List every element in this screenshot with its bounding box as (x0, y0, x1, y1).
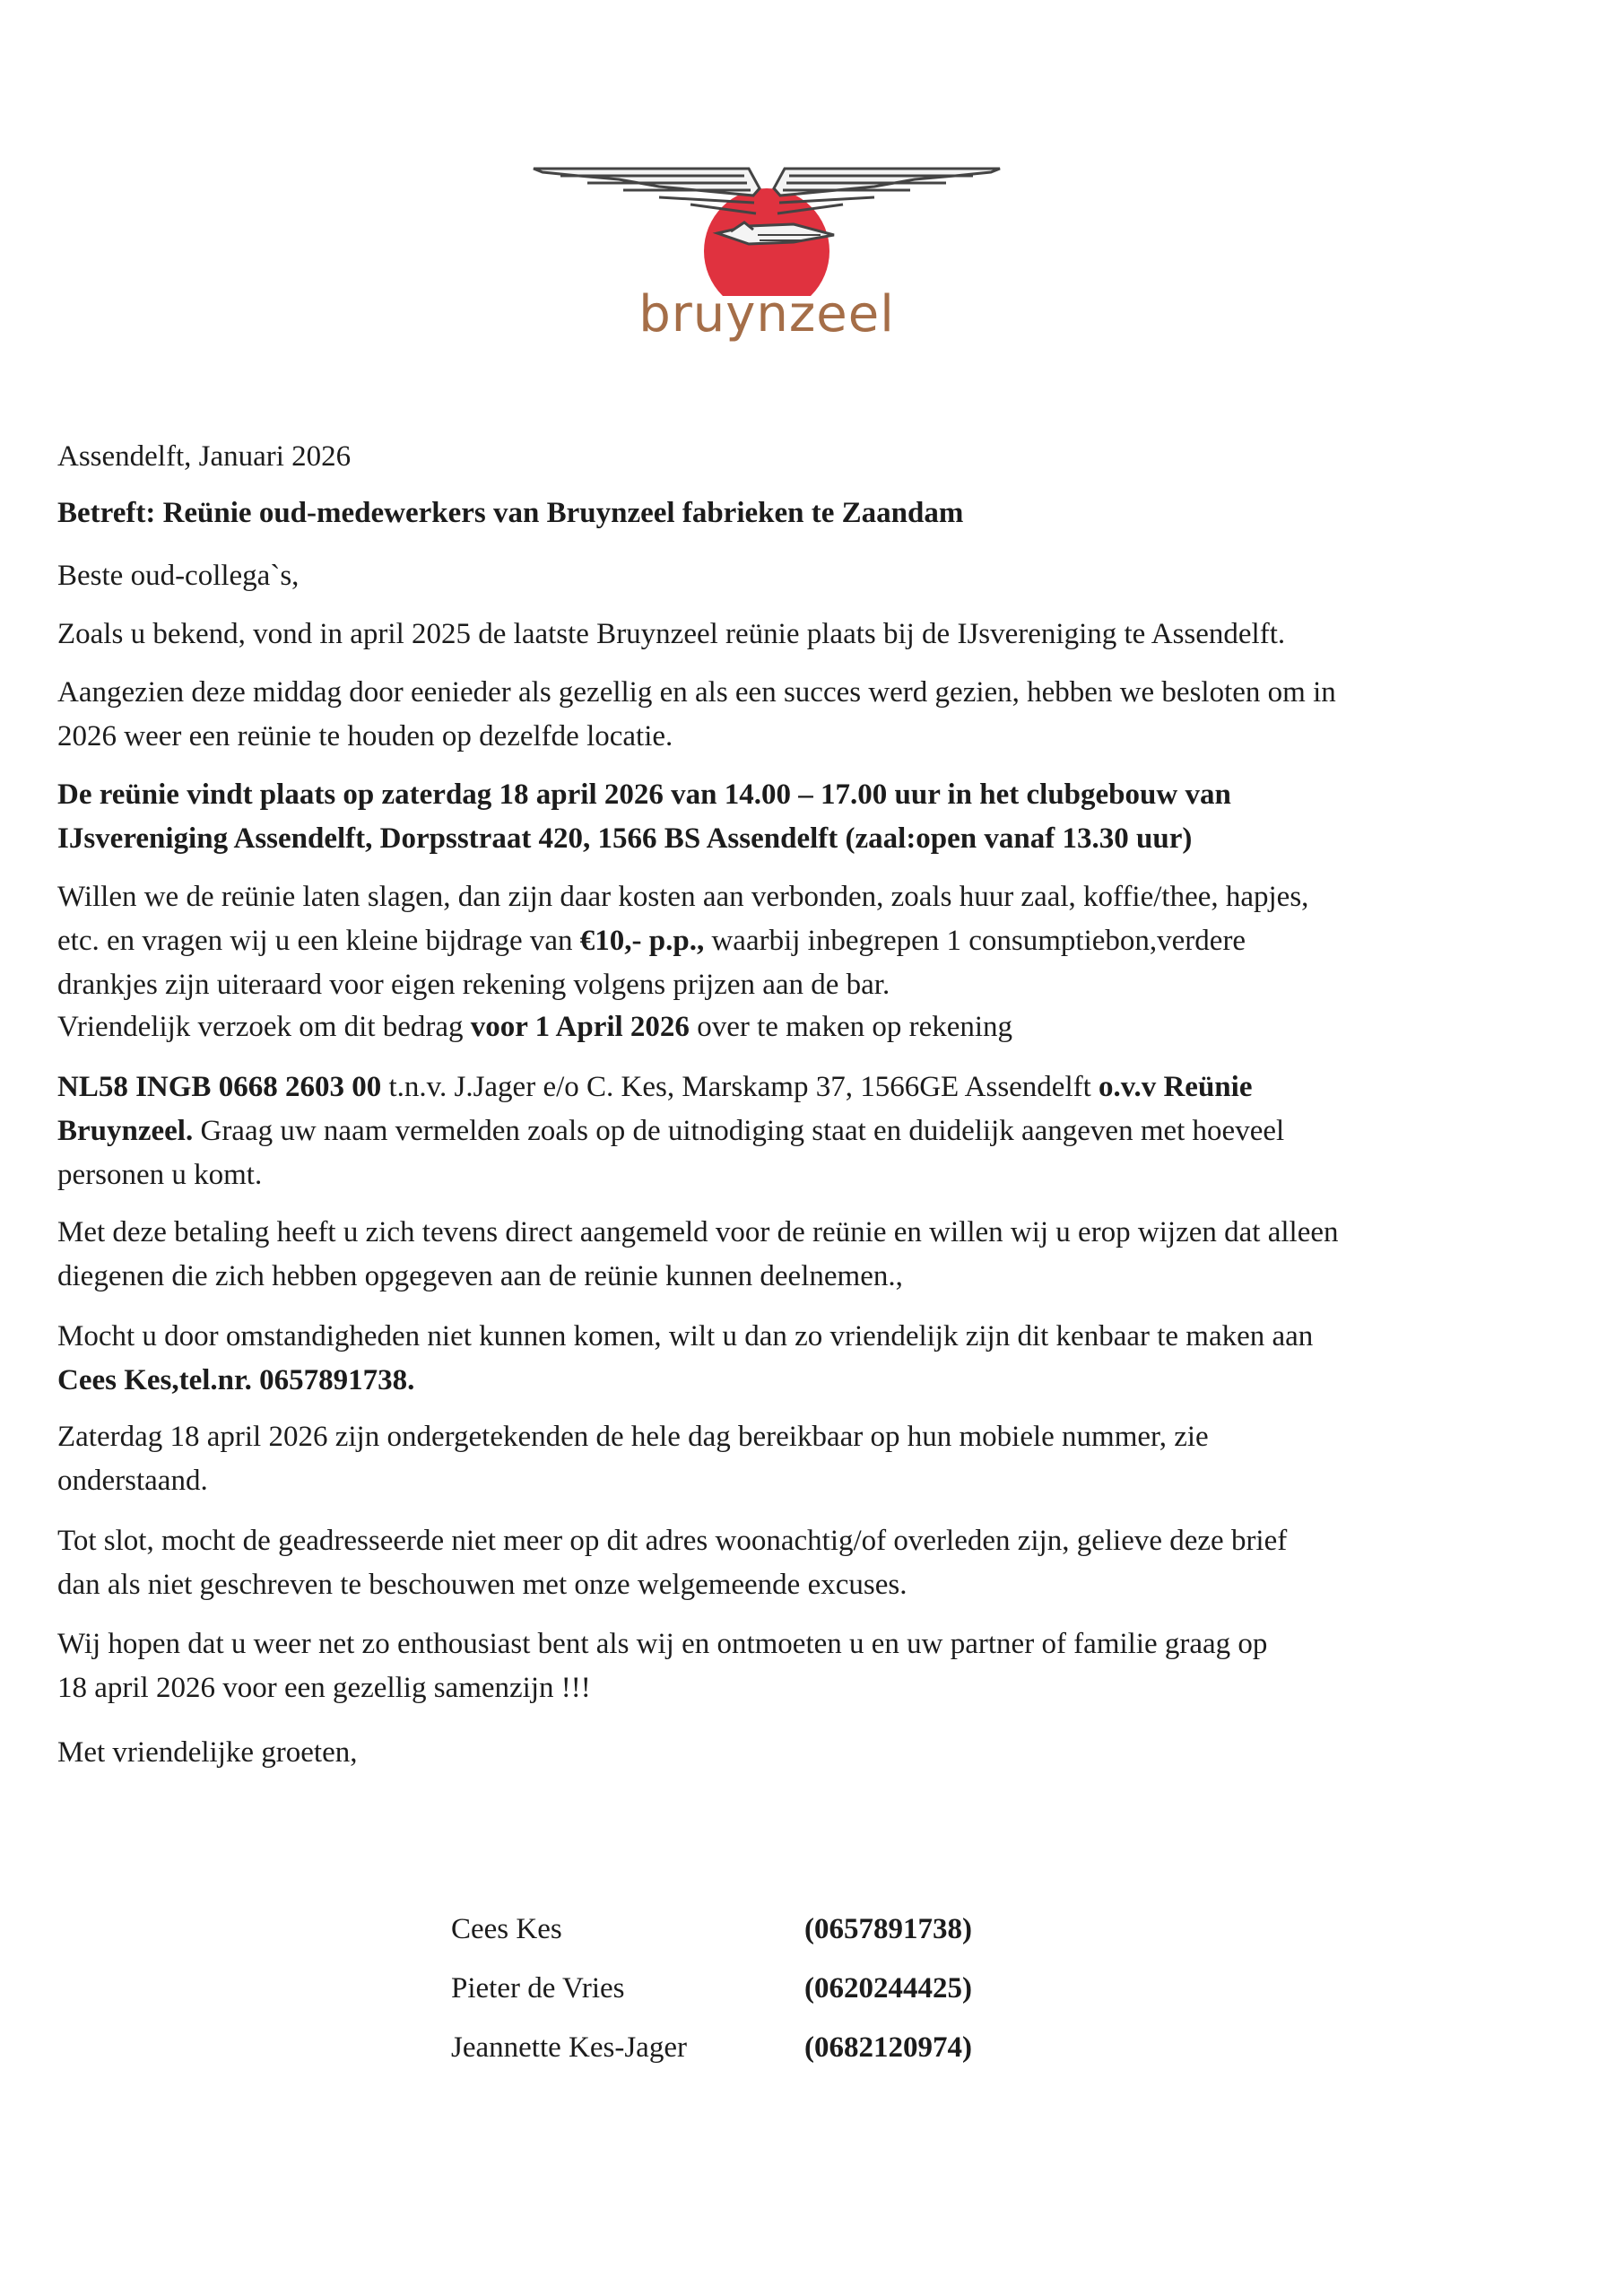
bank-line-2 (57, 1109, 1492, 1153)
account-holder: t.n.v. J.Jager e/o C. Kes, Marskamp 37, 1566GE Assendelft (381, 1071, 1099, 1103)
iban-number: NL58 INGB 0668 2603 00 (57, 1071, 382, 1103)
paragraph-registration (57, 1211, 1492, 1299)
paragraph-1: Zoals u bekend, vond in april 2025 de laatste Bruynzeel reünie plaats bij de IJsvereniging te Assendelft. (57, 618, 1286, 650)
paragraph-cancellation (57, 1315, 1492, 1403)
cancellation-line-2 (57, 1359, 1492, 1403)
signatory-name: Cees Kes (451, 1913, 562, 1945)
closing-wish-line-2: 18 april 2026 voor een gezellig samenzijn !!! (57, 1672, 591, 1704)
payment-reference-a: o.v.v Reünie (1099, 1071, 1253, 1103)
availability-line-1: Zaterdag 18 april 2026 zijn ondergetekenden de hele dag bereikbaar op hun mobiele nummer, zie (57, 1421, 1209, 1453)
event-details-line-2 (57, 817, 1492, 861)
registration-line-2: diegenen die zich hebben opgegeven aan de reünie kunnen deelnemen., (57, 1260, 903, 1292)
paragraph-availability (57, 1415, 1492, 1503)
closing: Met vriendelijke groeten, (57, 1736, 358, 1769)
signatory-name: Jeannette Kes-Jager (451, 2031, 687, 2064)
registration-line-1: Met deze betaling heeft u zich tevens direct aangemeld voor de reünie en willen wij u erop wijzen dat alleen (57, 1216, 1339, 1248)
bruynzeel-logo (525, 152, 1009, 354)
event-details (57, 773, 1492, 861)
paragraph-disclaimer (57, 1519, 1492, 1607)
subject-line (57, 491, 1492, 535)
costs-text-a: etc. en vragen wij u een kleine bijdrage van (57, 925, 580, 957)
paragraph-2-line-2: 2026 weer een reünie te houden op dezelfde locatie. (57, 720, 673, 752)
bank-line-3: personen u komt. (57, 1159, 263, 1191)
signatory-phone: (0657891738) (804, 1913, 972, 1945)
contribution-amount: €10,- p.p., (579, 925, 705, 957)
logo-wordmark: bruynzeel (638, 285, 895, 344)
payment-reference-b: Bruynzeel. (57, 1115, 194, 1147)
payment-request (57, 1005, 1492, 1049)
bank-instructions: Graag uw naam vermelden zoals op de uitnodiging staat en duidelijk aangeven met hoeveel (193, 1115, 1285, 1147)
costs-line-1: Willen we de reünie laten slagen, dan zijn daar kosten aan verbonden, zoals huur zaal, koffie/thee, hapjes, (57, 881, 1309, 913)
event-date-text: De reünie vindt plaats op zaterdag 18 april 2026 van 14.00 – 17.00 uur in het clubgebouw van (57, 778, 1231, 811)
disclaimer-line-1: Tot slot, mocht de geadresseerde niet meer op dit adres woonachtig/of overleden zijn, gelieve deze brief (57, 1525, 1288, 1557)
contact-cees-kes: Cees Kes,tel.nr. 0657891738. (57, 1364, 415, 1396)
signatory-phone: (0682120974) (804, 2031, 972, 2064)
costs-text-b: waarbij inbegrepen 1 consumptiebon,verdere (704, 925, 1246, 957)
event-location-text: IJsvereniging Assendelft, Dorpsstraat 420, 1566 BS Assendelft (zaal:open vanaf 13.30 uur) (57, 822, 1193, 855)
disclaimer-line-2: dan als niet geschreven te beschouwen met onze welgemeende excuses. (57, 1569, 908, 1601)
salutation: Beste oud-collega`s, (57, 560, 300, 592)
costs-line-2 (57, 919, 1492, 963)
payment-deadline: voor 1 April 2026 (470, 1011, 690, 1043)
signatory-name: Pieter de Vries (451, 1972, 625, 2005)
bank-details (57, 1065, 1492, 1197)
payment-text-a: Vriendelijk verzoek om dit bedrag (57, 1011, 471, 1043)
subject-text: Betreft: Reünie oud-medewerkers van Bruynzeel fabrieken te Zaandam (57, 497, 964, 529)
cancellation-line-1: Mocht u door omstandigheden niet kunnen komen, wilt u dan zo vriendelijk zijn dit kenbaar te maken aan (57, 1320, 1314, 1352)
closing-wish-line-1: Wij hopen dat u weer net zo enthousiast bent als wij en ontmoeten u en uw partner of familie graag op (57, 1628, 1268, 1660)
payment-text-b: over te maken op rekening (689, 1011, 1013, 1043)
signatory-phone: (0620244425) (804, 1972, 972, 2005)
paragraph-closing-wish (57, 1622, 1492, 1710)
costs-line-3: drankjes zijn uiteraard voor eigen rekening volgens prijzen aan de bar. (57, 969, 890, 1001)
eagle-emblem-icon (525, 152, 1009, 296)
paragraph-2 (57, 671, 1492, 759)
place-date: Assendelft, Januari 2026 (57, 440, 352, 473)
bank-line-1 (57, 1065, 1492, 1109)
paragraph-costs (57, 875, 1492, 1007)
event-details-line-1 (57, 773, 1492, 817)
availability-line-2: onderstaand. (57, 1465, 208, 1497)
paragraph-2-line-1: Aangezien deze middag door eenieder als gezellig en als een succes werd gezien, hebben we besloten om in (57, 676, 1336, 709)
